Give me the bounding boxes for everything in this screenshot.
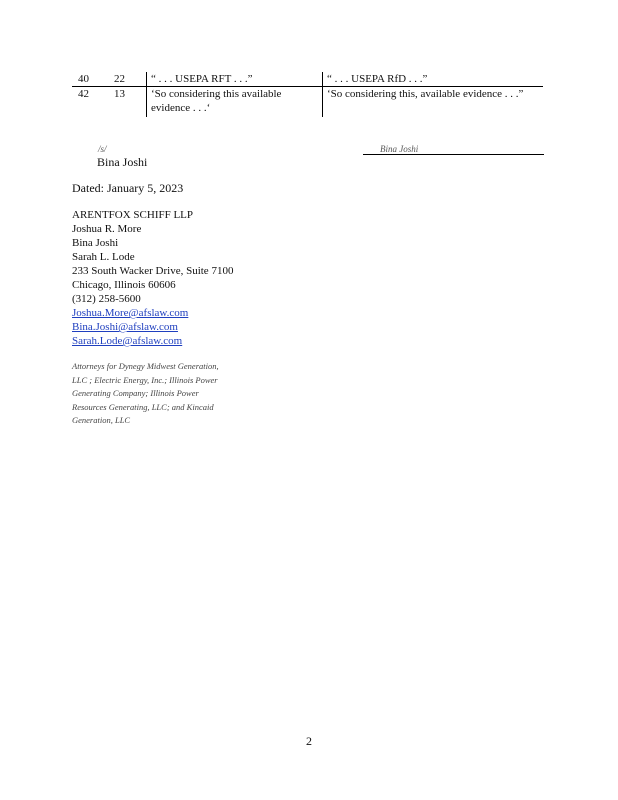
errata-original-cell: “ . . . USEPA RFT . . .” [146,72,321,86]
errata-line-cell: 22 [114,73,125,85]
attorney-name: Sarah L. Lode [72,251,135,263]
attorneys-for-line: Generation, LLC [72,415,131,425]
attorneys-for-line: LLC ; Electric Energy, Inc.; Illinois Power [72,374,218,385]
errata-table [72,72,543,117]
errata-line-cell: 13 [114,88,125,100]
errata-row [72,87,543,117]
address-line: Chicago, Illinois 60606 [72,279,176,291]
address-line: 233 South Wacker Drive, Suite 7100 [72,265,234,277]
errata-corrected-cell: ‘So considering this, available evidence . . .” [322,87,537,117]
email-link[interactable]: Sarah.Lode@afslaw.com [72,335,183,347]
attorneys-for-block [72,360,272,428]
signature-mark: /s/ [98,144,107,154]
attorney-name: Bina Joshi [72,237,119,249]
errata-original-cell: ‘So considering this available evidence . . .‘ [146,87,321,117]
phone-number: (312) 258-5600 [72,293,141,305]
attorneys-for-line: Generating Company; Illinois Power [72,388,199,398]
attorneys-for-line: Attorneys for Dynegy Midwest Generation, [72,361,219,371]
errata-corrected-cell: “ . . . USEPA RfD . . .” [322,72,537,86]
errata-page-cell: 42 [78,88,89,100]
signature-right-name: Bina Joshi [380,144,419,154]
email-link[interactable]: Joshua.More@afslaw.com [72,307,189,319]
firm-name: ARENTFOX SCHIFF LLP [72,209,194,221]
signature-line [363,154,544,155]
page-number: 2 [306,734,312,748]
firm-block [72,208,233,348]
signer-name: Bina Joshi [97,155,148,169]
dated-line: Dated: January 5, 2023 [72,181,184,195]
errata-page-cell: 40 [78,73,89,85]
attorney-name: Joshua R. More [72,223,142,235]
email-link[interactable]: Bina.Joshi@afslaw.com [72,321,178,333]
errata-row [72,72,543,87]
attorneys-for-line: Resources Generating, LLC; and Kincaid [72,401,214,412]
